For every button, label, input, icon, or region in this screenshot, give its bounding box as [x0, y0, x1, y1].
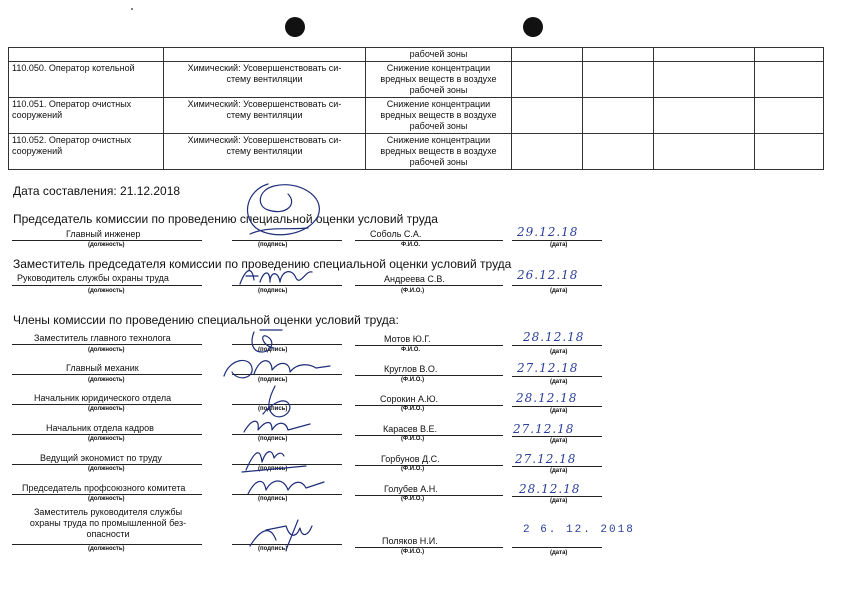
- member-name: Горбунов Д.С.: [381, 454, 440, 464]
- worker-name: 110.051. Оператор очистных сооружений: [12, 99, 132, 120]
- member-position-line: [12, 404, 202, 405]
- table-cell-factor: [164, 98, 366, 134]
- chairman-heading: Председатель комиссии по проведению специальной оценки условий труда: [13, 212, 438, 226]
- member-name: Мотов Ю.Г.: [384, 334, 431, 344]
- measure-text: Снижение концентрации вредных веществ в воздухе рабочей зоны: [380, 63, 497, 95]
- caption-name: (Ф.И.О.): [401, 466, 425, 472]
- table-cell-worker: [9, 62, 164, 98]
- factor-text: Химический: Усовершенствовать си- стему вентиляции: [187, 99, 342, 120]
- member-position-line: [12, 544, 202, 545]
- caption-name: Ф.И.О.: [401, 242, 421, 248]
- member-position-line: [12, 464, 202, 465]
- member-position: Главный механик: [66, 363, 139, 373]
- member-position-line: [12, 434, 202, 435]
- chairman-position-line: [12, 240, 202, 241]
- table-cell-measure: [366, 134, 512, 170]
- deputy-position: Руководитель службы охраны труда: [17, 273, 169, 283]
- caption-name: Ф.И.О.: [401, 347, 421, 353]
- member-name-line: [355, 435, 503, 436]
- caption-sign: (подпись): [258, 377, 288, 383]
- member-date-line: [512, 496, 602, 497]
- member-date: 28.12.18: [523, 330, 585, 344]
- member-date: 28.12.18: [516, 391, 578, 405]
- caption-date: (дата): [550, 550, 568, 556]
- worker-name: 110.050. Оператор котельной: [12, 63, 135, 73]
- member-position: Заместитель руководителя службы охраны труда по промышленной без- опасности: [29, 507, 187, 539]
- deputy-heading: Заместитель председателя комиссии по проведению специальной оценки условий труда: [13, 257, 512, 271]
- caption-position: (должность): [88, 406, 125, 412]
- member-date-line: [512, 466, 602, 467]
- caption-position: (должность): [88, 242, 125, 248]
- caption-name: (Ф.И.О.): [401, 496, 425, 502]
- measures-table: [8, 47, 824, 170]
- caption-date: (дата): [550, 438, 568, 444]
- measure-text: Снижение концентрации вредных веществ в воздухе рабочей зоны: [380, 99, 497, 131]
- chairman-name-line: [355, 240, 503, 241]
- member-date: 28.12.18: [519, 482, 581, 496]
- caption-name: (Ф.И.О.): [401, 288, 425, 294]
- members-heading: Члены комиссии по проведению специальной оценки условий труда:: [13, 313, 399, 327]
- factor-text: Химический: Усовершенствовать си- стему вентиляции: [187, 135, 342, 156]
- chairman-name: Соболь С.А.: [370, 229, 422, 239]
- member-name: Карасев В.Е.: [383, 424, 438, 434]
- member-position: Заместитель главного технолога: [34, 333, 171, 343]
- member-name-line: [355, 375, 503, 376]
- caption-position: (должность): [88, 546, 125, 552]
- member-position-line: [12, 494, 202, 495]
- table-row: [9, 62, 824, 98]
- caption-date: (дата): [550, 242, 568, 248]
- caption-sign: (подпись): [258, 546, 288, 552]
- member-date-line: [512, 406, 602, 407]
- member-date-line: [512, 345, 602, 346]
- chairman-position: Главный инженер: [66, 229, 141, 239]
- caption-sign: (подпись): [258, 436, 288, 442]
- worker-name: 110.052. Оператор очистных сооружений: [12, 135, 132, 156]
- caption-position: (должность): [88, 466, 125, 472]
- caption-date: (дата): [550, 288, 568, 294]
- caption-position: (должность): [88, 288, 125, 294]
- deputy-date: 26.12.18: [517, 268, 579, 282]
- member-name-line: [355, 405, 503, 406]
- member-date-line: [512, 547, 602, 548]
- caption-position: (должность): [88, 377, 125, 383]
- caption-name: (Ф.И.О.): [401, 377, 425, 383]
- member-position: Начальник юридического отдела: [34, 393, 172, 403]
- table-cell-factor: [164, 62, 366, 98]
- deputy-date-line: [512, 285, 602, 286]
- caption-sign: (подпись): [258, 406, 288, 412]
- member-signature: [220, 352, 335, 384]
- member-date: 27.12.18: [513, 422, 575, 436]
- measure-text: Снижение концентрации вредных веществ в воздухе рабочей зоны: [380, 135, 497, 167]
- caption-name: (Ф.И.О.): [401, 549, 425, 555]
- date-compiled: Дата составления: 21.12.2018: [13, 184, 181, 198]
- member-name: Круглов В.О.: [384, 364, 438, 374]
- table-cell-factor: [164, 134, 366, 170]
- chairman-date: 29.12.18: [517, 225, 579, 239]
- member-date: 27.12.18: [515, 452, 577, 466]
- member-name: Сорокин А.Ю.: [380, 394, 439, 404]
- member-position: Председатель профсоюзного комитета: [22, 483, 186, 493]
- caption-date: (дата): [550, 349, 568, 355]
- caption-sign: (подпись): [258, 466, 288, 472]
- table-cell-worker: [9, 98, 164, 134]
- table-cell-measure: [366, 98, 512, 134]
- chairman-date-line: [512, 240, 602, 241]
- caption-sign: (подпись): [258, 347, 288, 353]
- member-signature: [246, 516, 336, 552]
- member-position: Начальник отдела кадров: [46, 423, 154, 433]
- member-name-line: [355, 465, 503, 466]
- member-position: Ведущий экономист по труду: [40, 453, 162, 463]
- member-position-line: [12, 344, 202, 345]
- table-row: [9, 134, 824, 170]
- caption-date: (дата): [550, 408, 568, 414]
- caption-date: (дата): [550, 379, 568, 385]
- member-name-line: [355, 495, 503, 496]
- caption-position: (должность): [88, 436, 125, 442]
- caption-sign: (подпись): [258, 242, 288, 248]
- table-cell-measure: рабочей зоны: [366, 48, 512, 62]
- member-date: 27.12.18: [517, 361, 579, 375]
- caption-sign: (подпись): [258, 288, 288, 294]
- deputy-signature: [236, 262, 316, 292]
- member-name: Голубев А.Н.: [384, 484, 438, 494]
- caption-sign: (подпись): [258, 496, 288, 502]
- caption-name: (Ф.И.О.): [401, 406, 425, 412]
- chairman-signature: [238, 176, 328, 248]
- caption-position: (должность): [88, 496, 125, 502]
- member-name-line: [355, 345, 503, 346]
- caption-name: (Ф.И.О.): [401, 436, 425, 442]
- member-date-line: [512, 436, 602, 437]
- member-position-line: [12, 374, 202, 375]
- deputy-position-line: [12, 285, 202, 286]
- punch-hole-left: [285, 17, 305, 37]
- table-cell-measure: [366, 62, 512, 98]
- deputy-name-line: [355, 285, 503, 286]
- member-signature: [240, 412, 320, 440]
- member-name-line: [355, 547, 503, 548]
- factor-text: Химический: Усовершенствовать си- стему вентиляции: [187, 63, 342, 84]
- table-cell-worker: [9, 134, 164, 170]
- scan-speck: [131, 8, 133, 10]
- member-date-line: [512, 376, 602, 377]
- table-row: [9, 98, 824, 134]
- table-row: [9, 48, 824, 62]
- member-date: 2 6. 12. 2018: [523, 524, 635, 536]
- caption-position: (должность): [88, 347, 125, 353]
- deputy-name: Андреева С.В.: [384, 274, 445, 284]
- punch-hole-right: [523, 17, 543, 37]
- member-name: Поляков Н.И.: [382, 536, 438, 546]
- caption-date: (дата): [550, 468, 568, 474]
- member-signature: [236, 442, 326, 476]
- caption-date: (дата): [550, 498, 568, 504]
- member-signature: [244, 472, 334, 502]
